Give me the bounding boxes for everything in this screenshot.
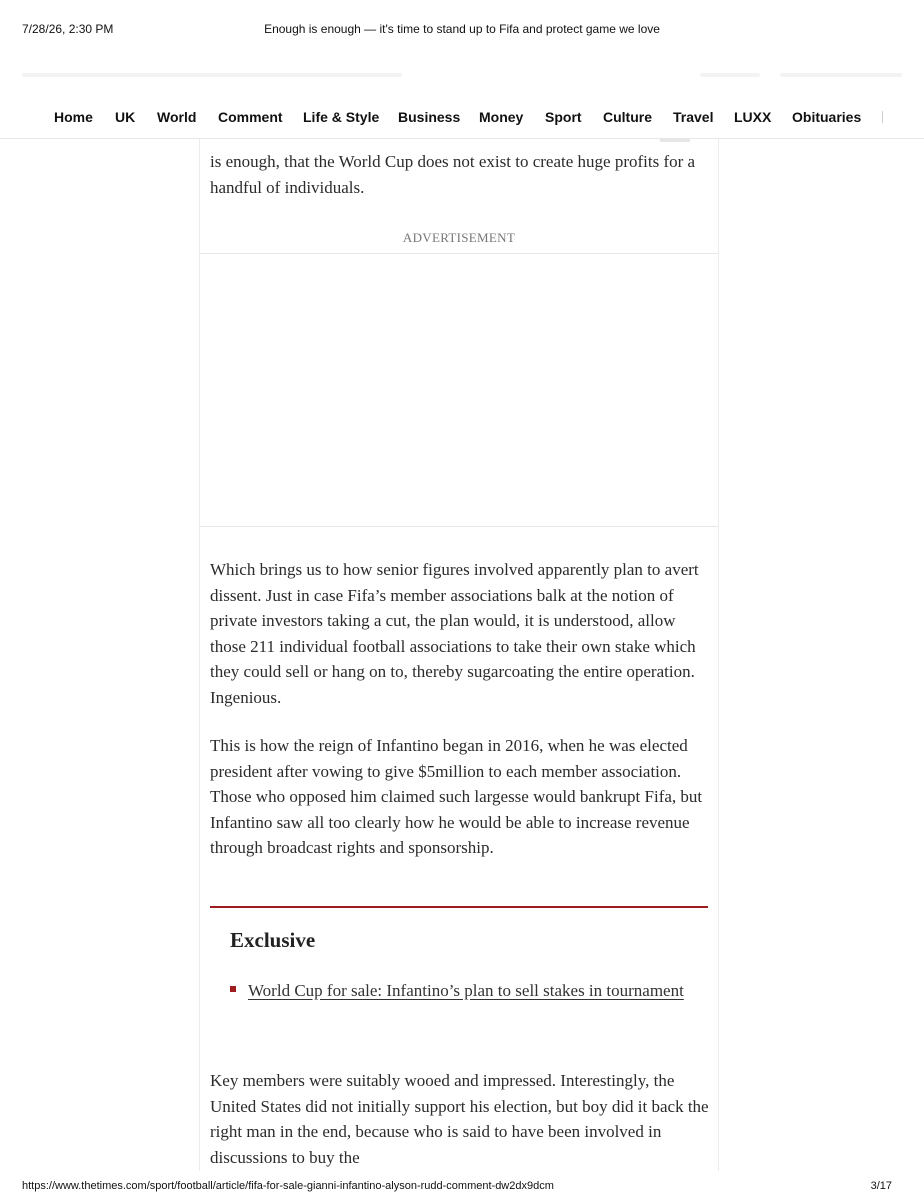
faded-bar-right bbox=[780, 73, 902, 77]
faded-masthead-bar bbox=[0, 66, 924, 84]
print-footer bbox=[22, 1180, 902, 1194]
advertisement-label: ADVERTISEMENT bbox=[402, 230, 516, 245]
nav-item-business[interactable]: Business bbox=[398, 109, 461, 125]
exclusive-heading: Exclusive bbox=[230, 928, 316, 952]
nav-item-travel[interactable]: Travel bbox=[673, 109, 714, 125]
article-paragraph-2: Which brings us to how senior figures involved apparently plan to avert dissent. Just in case Fifa’s member associations balk at the notion of private investors taking a cut, the plan would, it is understood, allow those 211 individual football associations to take their own stake which they could sell or hang on to, thereby sugarcoating the entire operation. Ingenious. bbox=[210, 560, 699, 707]
print-header bbox=[22, 22, 902, 38]
nav-item-money[interactable]: Money bbox=[479, 109, 524, 125]
faded-bar-left bbox=[22, 73, 402, 77]
nav-item-home[interactable]: Home bbox=[54, 109, 93, 125]
exclusive-related-box bbox=[210, 906, 708, 1000]
faded-bar-middle bbox=[700, 73, 760, 77]
article-body bbox=[199, 139, 719, 1171]
nav-item-world[interactable]: World bbox=[157, 109, 197, 125]
nav-item-uk[interactable]: UK bbox=[115, 109, 136, 125]
exclusive-article-link[interactable]: World Cup for sale: Infantino’s plan to sell stakes in tournament bbox=[248, 981, 684, 1000]
nav-item-sport[interactable]: Sport bbox=[545, 109, 582, 125]
nav-item-obituaries[interactable]: Obituaries bbox=[792, 109, 862, 125]
section-nav bbox=[0, 100, 924, 139]
clipped-text-fragment bbox=[660, 139, 690, 142]
nav-item-luxx[interactable]: LUXX bbox=[734, 109, 772, 125]
print-date: 7/28/26, 2:30 PM bbox=[22, 22, 114, 36]
nav-overflow-edge bbox=[882, 111, 883, 123]
article-paragraph-3: This is how the reign of Infantino began in 2016, when he was elected president after vowing to give $5million to each member association. Those who opposed him claimed such largesse would bankrupt Fifa, but Infantino saw all too clearly how he would be able to increase revenue through broadcast rights and sponsorship. bbox=[210, 736, 703, 858]
advertisement-slot bbox=[200, 253, 718, 527]
print-page-title: Enough is enough — it's time to stand up to Fifa and protect game we love bbox=[264, 22, 660, 36]
print-url: https://www.thetimes.com/sport/football/article/fifa-for-sale-gianni-infantino-alyson-rudd-comment-dw2dx9dcm bbox=[22, 1180, 554, 1192]
article-paragraph-4: Key members were suitably wooed and impressed. Interestingly, the United States did not initially support his election, but boy did it back the right man in the end, because who is said to have been involved in discussions to buy the bbox=[210, 1071, 709, 1167]
nav-item-life-style[interactable]: Life & Style bbox=[303, 109, 380, 125]
article-paragraph-top: is enough, that the World Cup does not exist to create huge profits for a handful of individuals. bbox=[210, 152, 696, 197]
nav-item-comment[interactable]: Comment bbox=[218, 109, 283, 125]
nav-item-culture[interactable]: Culture bbox=[603, 109, 652, 125]
bullet-icon bbox=[230, 986, 236, 992]
print-page-number: 3/17 bbox=[870, 1180, 892, 1192]
